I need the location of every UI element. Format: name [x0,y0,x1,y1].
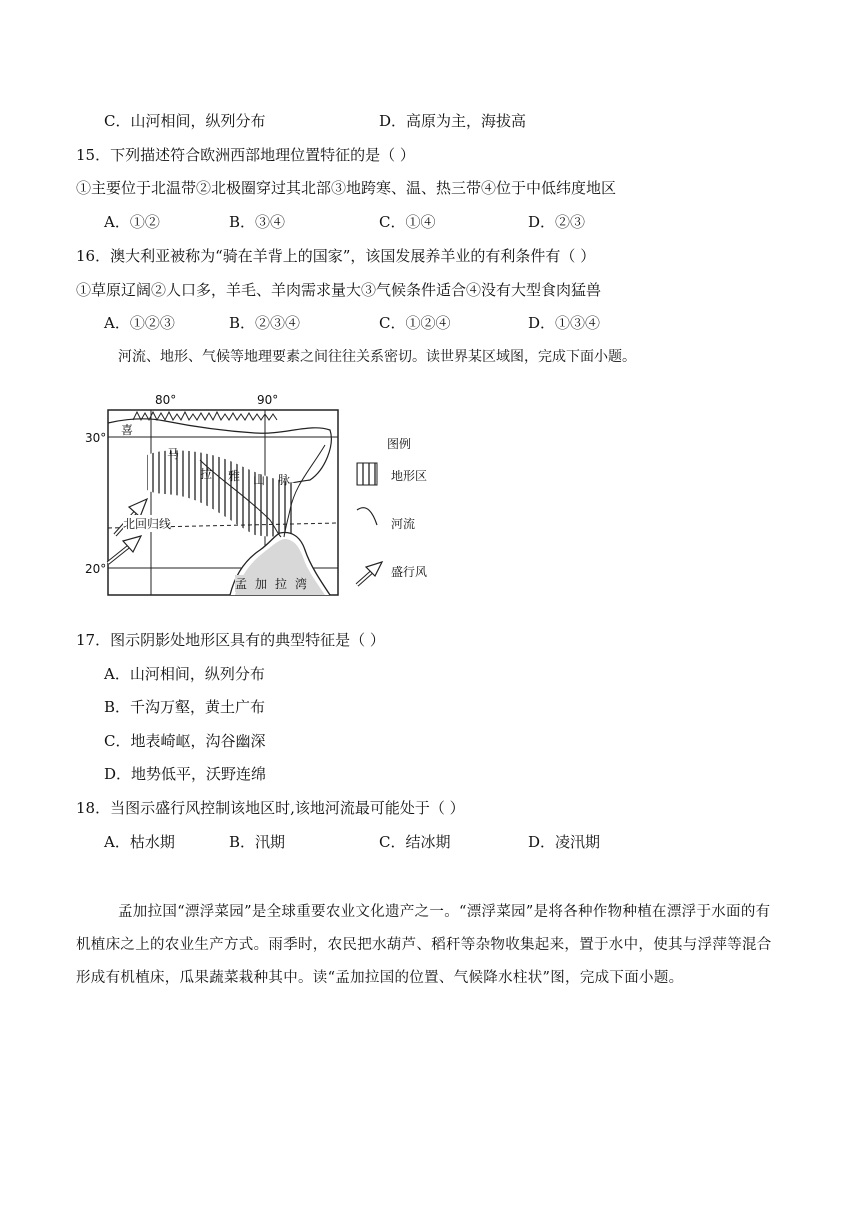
q17-stem: 17．图示阴影处地形区具有的典型特征是（ ） [76,631,385,649]
legend-wind-symbol [357,562,382,585]
q17-option-b: B．千沟万壑，黄土广布 [104,698,266,716]
himalaya-char-4: 雅 [228,469,241,483]
q15-option-b: B．③④ [229,213,286,231]
region-map-svg [85,385,428,600]
legend-river-symbol [357,508,377,525]
himalaya-char-3: 拉 [200,467,213,481]
q15-option-d: D．②③ [528,213,586,231]
lat-20-label: 20° [85,562,107,576]
bay-char-3: 拉 [275,577,288,591]
q16-option-d: D．①③④ [528,314,601,332]
lon-90-label: 90° [257,393,279,407]
lon-80-label: 80° [155,393,177,407]
q18-option-b: B．汛期 [229,833,286,851]
legend-title: 图例 [387,437,412,451]
q18-option-c: C．结冰期 [379,833,451,851]
tropic-label: 北回归线 [123,517,172,531]
q16-option-c: C．①②④ [379,314,451,332]
himalaya-char-5: 山 [253,473,266,487]
q14-option-c: C．山河相间，纵列分布 [104,112,266,130]
q18-stem: 18．当图示盛行风控制该地区时,该地河流最可能处于（ ） [76,799,465,817]
q15-stem: 15．下列描述符合欧洲西部地理位置特征的是（ ） [76,146,415,164]
himalaya-char-6: 脉 [278,473,291,487]
q16-option-b: B．②③④ [229,314,301,332]
legend-river-label: 河流 [391,517,416,531]
q18-option-d: D．凌汛期 [528,833,601,851]
region-map [85,385,428,600]
bay-char-4: 湾 [295,577,308,591]
himalaya-peaks [133,412,277,420]
q17-option-d: D．地势低平，沃野连绵 [104,765,267,783]
map-intro: 河流、地形、气候等地理要素之间往往关系密切。读世界某区域图，完成下面小题。 [118,349,636,365]
q16-stem: 16．澳大利亚被称为“骑在羊背上的国家”，该国发展养羊业的有利条件有（ ） [76,247,596,265]
passage: 孟加拉国“漂浮菜园”是全球重要农业文化遗产之一。“漂浮菜园”是将各种作物种植在漂浮于水面的有机植床之上的农业生产方式。雨季时，农民把水葫芦、稻秆等杂物收集起来，置于水中，使其与浮萍等混合形成有机植床，瓜果蔬菜栽种其中。读“孟加拉国的位置、气候降水柱状”图，完成下面小题。 [76,904,772,986]
bay-char-1: 孟 [235,577,248,591]
q18-option-a: A．枯水期 [104,833,175,851]
q17-option-c: C．地表崎岖，沟谷幽深 [104,732,266,750]
legend-wind-label: 盛行风 [391,565,428,579]
q15-items: ①主要位于北温带②北极圈穿过其北部③地跨寒、温、热三带④位于中低纬度地区 [76,179,617,197]
himalaya-char-1: 喜 [121,423,134,437]
q14-option-d: D．高原为主，海拔高 [379,112,527,130]
lat-30-label: 30° [85,431,107,445]
q15-option-a: A．①② [104,213,160,231]
q16-items: ①草原辽阔②人口多，羊毛、羊肉需求量大③气候条件适合④没有大型食肉猛兽 [76,281,602,299]
wind-arrow-2 [108,536,141,563]
q17-option-a: A．山河相间，纵列分布 [104,665,265,683]
himalaya-char-2: 马 [167,447,180,461]
q16-option-a: A．①②③ [104,314,175,332]
q15-option-c: C．①④ [379,213,436,231]
legend-terrain-label: 地形区 [391,469,428,483]
legend-terrain-symbol [357,463,377,485]
bay-char-2: 加 [255,577,268,591]
